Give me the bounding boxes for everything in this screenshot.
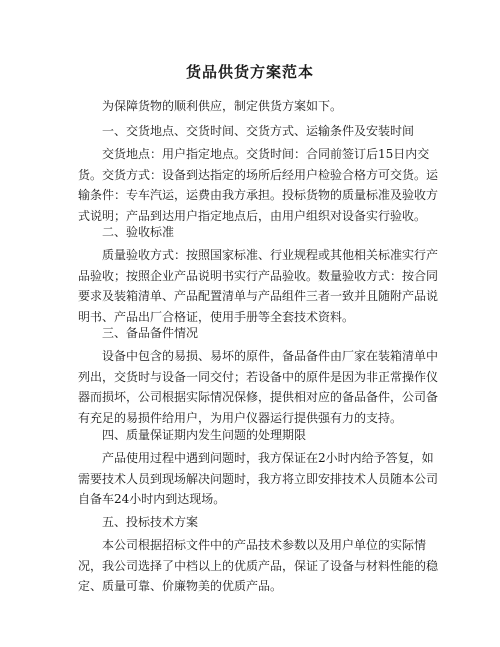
section-5-heading: 五、投标技术方案: [102, 515, 199, 529]
section-4-body: 产品使用过程中遇到问题时，我方保证在2小时内给予答复，如需要技术人员到现场解决问题时，我方将立即安排技术人员随本公司自备车24小时内到达现场。: [78, 451, 439, 506]
section-4-heading: 四、质量保证期内发生问题的处理期限: [102, 428, 307, 442]
section-1-body: 交货地点：用户指定地点。交货时间：合同前签订后15日内交货。交货方式：设备到达指定的场所后经用户检验合格方可交货。运输条件：专车汽运，运费由我方承担。投标货物的质量标准及验收方式说明；产品到达用户指定地点后，由用户组织对设备实行验收。: [78, 147, 439, 223]
section-1-heading: 一、交货地点、交货时间、交货方式、运输条件及安装时间: [102, 124, 415, 138]
section-2-heading: 二、验收标准: [102, 225, 175, 239]
document-title: 货品供货方案范本: [185, 63, 314, 81]
section-2-body: 质量验收方式：按照国家标准、行业规程或其他相关标准实行产品验收；按照企业产品说明书实行产品验收。数量验收方式：按合同要求及装箱清单、产品配置清单与产品组件三者一致并且随附产品说明书、产品出厂合格证，使用手册等全套技术资料。: [78, 248, 439, 324]
section-3-body: 设备中包含的易损、易坏的原件，备品备件由厂家在装箱清单中列出，交货时与设备一同交付；若设备中的原件是因为非正常操作仪器而损坏，公司根据实际情况保修，提供相对应的备品备件，公司备有充足的易损件给用户，为用户仪器运行提供强有力的支持。: [78, 349, 439, 425]
section-3-heading: 三、备品备件情况: [102, 326, 199, 340]
intro-paragraph: 为保障货物的顺利供应，制定供货方案如下。: [102, 99, 343, 113]
section-5-body: 本公司根据招标文件中的产品技术参数以及用户单位的实际情况，我公司选择了中档以上的优质产品，保证了设备与材料性能的稳定、质量可靠、价廉物美的优质产品。: [78, 538, 439, 593]
